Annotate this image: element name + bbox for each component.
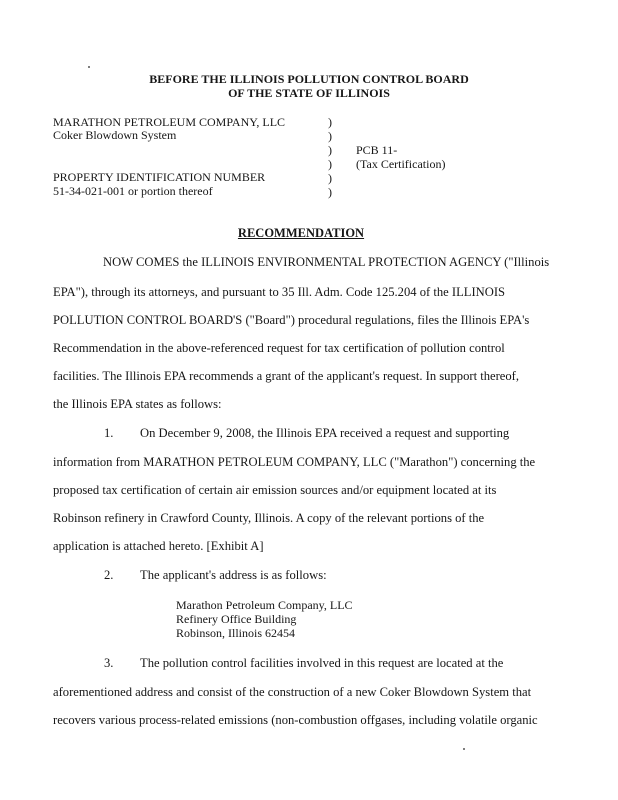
- address-line: Refinery Office Building: [176, 612, 297, 626]
- paragraph-number: 2.: [104, 568, 114, 582]
- caption-bracket: ): [328, 129, 332, 143]
- caption-bracket: ): [328, 171, 332, 185]
- case-type: (Tax Certification): [356, 157, 446, 171]
- intro-line: POLLUTION CONTROL BOARD'S ("Board") procedural regulations, files the Illinois EPA's: [53, 313, 530, 327]
- para1-line: On December 9, 2008, the Illinois EPA received a request and supporting: [140, 426, 510, 440]
- caption-facility: Coker Blowdown System: [53, 128, 177, 142]
- caption-party: MARATHON PETROLEUM COMPANY, LLC: [53, 115, 286, 129]
- scan-speck: [463, 748, 465, 750]
- para3-line: recovers various process-related emissions (non-combustion offgases, including volatile organic: [53, 713, 538, 727]
- court-header-line-2: OF THE STATE OF ILLINOIS: [228, 86, 390, 100]
- paragraph-number: 3.: [104, 656, 114, 670]
- caption-bracket: ): [328, 157, 332, 171]
- caption-bracket: ): [328, 115, 332, 129]
- case-number: PCB 11-: [356, 143, 398, 157]
- paragraph-number: 1.: [104, 426, 114, 440]
- intro-line: the Illinois EPA states as follows:: [53, 397, 222, 411]
- para1-line: Robinson refinery in Crawford County, Illinois. A copy of the relevant portions of the: [53, 511, 485, 525]
- caption-bracket: ): [328, 185, 332, 199]
- scan-speck: [88, 66, 90, 68]
- address-line: Robinson, Illinois 62454: [176, 626, 296, 640]
- address-line: Marathon Petroleum Company, LLC: [176, 598, 353, 612]
- caption-property-number: 51-34-021-001 or portion thereof: [53, 184, 213, 198]
- intro-line: EPA"), through its attorneys, and pursuant to 35 Ill. Adm. Code 125.204 of the ILLINOIS: [53, 285, 506, 299]
- para3-line: The pollution control facilities involved in this request are located at the: [140, 656, 504, 670]
- caption-bracket: ): [328, 143, 332, 157]
- court-header-line-1: BEFORE THE ILLINOIS POLLUTION CONTROL BOARD: [149, 72, 469, 86]
- para2-line: The applicant's address is as follows:: [140, 568, 327, 582]
- para3-line: aforementioned address and consist of the construction of a new Coker Blowdown System that: [53, 685, 532, 699]
- intro-line: NOW COMES the ILLINOIS ENVIRONMENTAL PROTECTION AGENCY ("Illinois: [103, 255, 550, 269]
- para1-line: information from MARATHON PETROLEUM COMPANY, LLC ("Marathon") concerning the: [53, 455, 536, 469]
- para1-line: application is attached hereto. [Exhibit A]: [53, 539, 264, 553]
- intro-line: facilities. The Illinois EPA recommends a grant of the applicant's request. In support thereof,: [53, 369, 520, 383]
- para1-line: proposed tax certification of certain air emission sources and/or equipment located at its: [53, 483, 497, 497]
- caption-property-label: PROPERTY IDENTIFICATION NUMBER: [53, 170, 266, 184]
- intro-line: Recommendation in the above-referenced request for tax certification of pollution control: [53, 341, 505, 355]
- document-title: RECOMMENDATION: [237, 226, 365, 240]
